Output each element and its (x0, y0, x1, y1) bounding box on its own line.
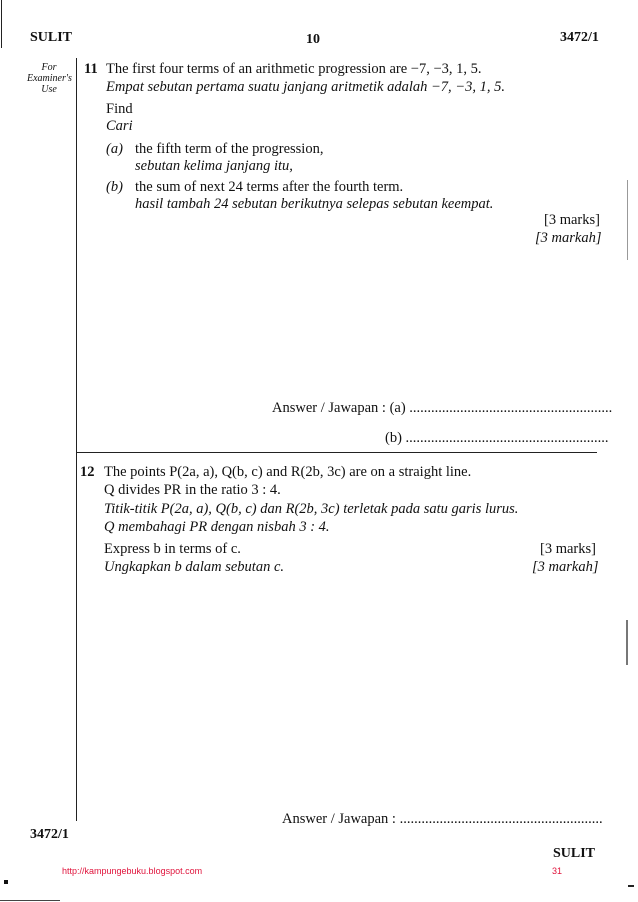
q12-marks-en: [3 marks] (540, 541, 596, 557)
q11-find-en: Find (106, 101, 133, 117)
q12-marks-ms: [3 markah] (532, 559, 599, 575)
footer-code: 3472/1 (30, 827, 69, 842)
q11-number: 11 (84, 61, 98, 77)
source-url-link[interactable]: http://kampungebuku.blogspot.com (62, 866, 203, 876)
q11-marks-ms: [3 markah] (535, 230, 602, 246)
q11-a-ms: sebutan kelima janjang itu, (135, 158, 293, 174)
scan-bottom-edge (0, 900, 60, 901)
question-separator (76, 452, 597, 453)
q11-answer-a: Answer / Jawapan : (a) ........................................................ (272, 400, 613, 416)
scan-corner-mark (628, 885, 634, 887)
q12-line4: Q membahagi PR dengan nisbah 3 : 4. (104, 519, 330, 535)
q12-line1: The points P(2a, a), Q(b, c) and R(2b, 3c) are on a straight line. (104, 464, 472, 480)
q12-answer: Answer / Jawapan : ........................................................ (282, 811, 603, 827)
q12-line3: Titik-titik P(2a, a), Q(b, c) dan R(2b, 3c) terletak pada satu garis lurus. (104, 501, 519, 517)
examiner-margin-line (76, 58, 77, 821)
page-number: 10 (306, 32, 320, 47)
q11-b-label: (b) (106, 179, 123, 195)
q11-stem-en: The first four terms of an arithmetic progression are −7, −3, 1, 5. (106, 61, 482, 77)
q11-b-en: the sum of next 24 terms after the fourth term. (135, 179, 404, 195)
scan-edge-mark (1, 0, 2, 48)
q11-answer-b: (b) ........................................................ (385, 430, 609, 446)
q11-stem-ms: Empat sebutan pertama suatu janjang aritmetik adalah −7, −3, 1, 5. (106, 79, 505, 95)
paper-code: 3472/1 (560, 30, 599, 45)
q11-a-label: (a) (106, 141, 123, 157)
scan-right-mark-2 (626, 620, 628, 665)
q12-number: 12 (80, 464, 95, 480)
examiner-note: For Examiner's Use (27, 62, 72, 95)
scan-right-mark (627, 180, 628, 260)
q11-find-ms: Cari (106, 118, 133, 134)
q11-b-ms: hasil tambah 24 sebutan berikutnya selepas sebutan keempat. (135, 196, 494, 212)
footer-sulit: SULIT (553, 846, 596, 861)
header-sulit: SULIT (30, 30, 73, 45)
q12-express-ms: Ungkapkan b dalam sebutan c. (104, 559, 285, 575)
q11-a-en: the fifth term of the progression, (135, 141, 324, 157)
q12-line2: Q divides PR in the ratio 3 : 4. (104, 482, 281, 498)
q12-express-en: Express b in terms of c. (104, 541, 241, 557)
footer-page-number: 31 (552, 866, 563, 876)
q11-marks-en: [3 marks] (544, 212, 600, 228)
scan-dot-mark (4, 880, 8, 884)
